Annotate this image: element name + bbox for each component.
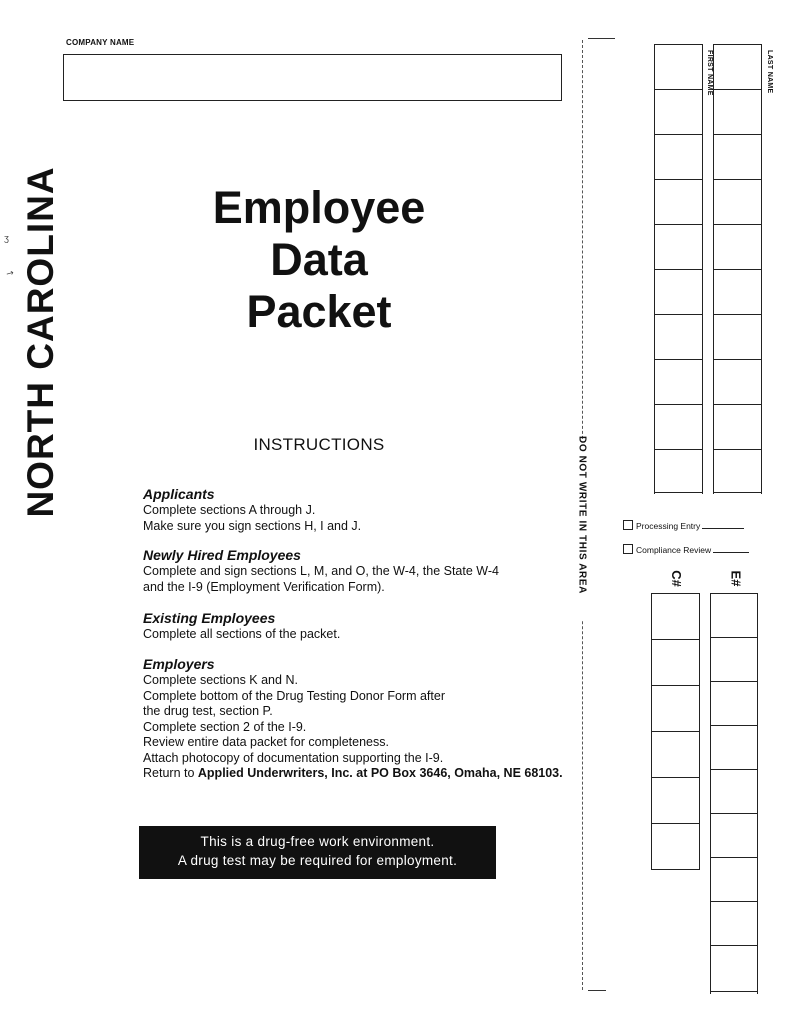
c-number-header: C# xyxy=(668,570,684,587)
return-address: Applied Underwriters, Inc. at PO Box 3646, Omaha, NE 68103. xyxy=(197,766,563,780)
checkbox-label: Compliance Review xyxy=(636,545,712,555)
drug-free-notice xyxy=(139,826,496,879)
e-number-cell[interactable] xyxy=(711,858,757,902)
c-number-cell[interactable] xyxy=(652,732,699,778)
e-number-cell[interactable] xyxy=(711,946,757,992)
e-number-cell[interactable] xyxy=(711,638,757,682)
section-line: Complete bottom of the Drug Testing Donor Form after xyxy=(143,688,445,703)
section-line: Attach photocopy of documentation supporting the I-9. xyxy=(143,750,444,765)
last-name-label: LAST NAME xyxy=(766,50,773,94)
e-number-cell[interactable] xyxy=(711,902,757,946)
return-line xyxy=(143,766,583,782)
last-name-cell[interactable] xyxy=(714,135,761,180)
page-title xyxy=(150,182,488,338)
first-name-cell[interactable] xyxy=(655,315,702,360)
first-name-cell[interactable] xyxy=(655,90,702,135)
first-name-cell[interactable] xyxy=(655,405,702,450)
section-line: and the I-9 (Employment Verification Form). xyxy=(143,579,385,594)
section-line: Complete section 2 of the I-9. xyxy=(143,719,307,734)
section-heading: Employers xyxy=(143,656,215,672)
first-name-cell[interactable] xyxy=(655,45,702,90)
section-line: Complete all sections of the packet. xyxy=(143,627,341,641)
compliance-review-checkbox[interactable] xyxy=(623,544,749,555)
c-number-cell[interactable] xyxy=(652,778,699,824)
initials-line[interactable] xyxy=(713,552,749,553)
e-number-cell[interactable] xyxy=(711,682,757,726)
section-applicants xyxy=(143,486,583,534)
e-number-cell[interactable] xyxy=(711,814,757,858)
last-name-cell[interactable] xyxy=(714,405,761,450)
c-number-cell[interactable] xyxy=(652,824,699,870)
section-line: Make sure you sign sections H, I and J. xyxy=(143,518,362,533)
c-number-cell[interactable] xyxy=(652,594,699,640)
first-name-cell[interactable] xyxy=(655,180,702,225)
strip-corner-top xyxy=(588,38,615,39)
c-number-cell[interactable] xyxy=(652,686,699,732)
last-name-cell[interactable] xyxy=(714,360,761,405)
section-employers xyxy=(143,656,583,782)
first-name-cell[interactable] xyxy=(655,360,702,405)
section-heading: Existing Employees xyxy=(143,610,276,626)
checkbox-label: Processing Entry xyxy=(636,521,701,531)
first-name-cell[interactable] xyxy=(655,270,702,315)
first-name-label: FIRST NAME xyxy=(706,50,713,96)
checkbox-box[interactable] xyxy=(623,544,633,554)
title-line: Employee xyxy=(212,182,426,233)
last-name-cell[interactable] xyxy=(714,180,761,225)
last-name-cell[interactable] xyxy=(714,270,761,315)
strip-corner-bottom xyxy=(588,990,606,991)
return-prefix: Return to xyxy=(143,766,198,780)
section-newly-hired xyxy=(143,547,583,595)
e-number-cell[interactable] xyxy=(711,770,757,814)
section-line: the drug test, section P. xyxy=(143,704,273,718)
company-name-field[interactable] xyxy=(63,54,562,101)
last-name-cell[interactable] xyxy=(714,45,761,90)
initials-line[interactable] xyxy=(702,528,744,529)
e-number-column[interactable] xyxy=(710,593,758,994)
e-number-header: E# xyxy=(728,570,744,587)
do-not-write-text: DO NOT WRITE IN THIS AREA xyxy=(576,436,588,594)
state-name: NORTH CAROLINA xyxy=(20,166,61,518)
margin-mark: ʒ xyxy=(4,233,9,243)
e-number-cell[interactable] xyxy=(711,726,757,770)
c-number-column[interactable] xyxy=(651,593,700,870)
section-heading: Newly Hired Employees xyxy=(143,547,301,563)
section-heading: Applicants xyxy=(143,486,215,502)
first-name-cell[interactable] xyxy=(655,450,702,493)
section-existing xyxy=(143,610,583,643)
first-name-cell[interactable] xyxy=(655,135,702,180)
checkbox-box[interactable] xyxy=(623,520,633,530)
title-line: Packet xyxy=(246,286,392,337)
first-name-column[interactable] xyxy=(654,44,703,494)
c-number-cell[interactable] xyxy=(652,640,699,686)
last-name-cell[interactable] xyxy=(714,225,761,270)
section-line: Review entire data packet for completeness. xyxy=(143,735,389,749)
last-name-cell[interactable] xyxy=(714,450,761,493)
processing-entry-checkbox[interactable] xyxy=(623,520,744,531)
section-line: Complete sections A through J. xyxy=(143,503,316,517)
company-name-label: COMPANY NAME xyxy=(66,38,135,47)
last-name-cell[interactable] xyxy=(714,90,761,135)
last-name-column[interactable] xyxy=(713,44,762,494)
margin-mark: ↗ xyxy=(4,266,16,280)
first-name-cell[interactable] xyxy=(655,225,702,270)
instructions-heading: INSTRUCTIONS xyxy=(253,435,385,454)
last-name-cell[interactable] xyxy=(714,315,761,360)
notice-line: A drug test may be required for employment. xyxy=(177,853,458,868)
e-number-cell[interactable] xyxy=(711,594,757,638)
section-line: Complete and sign sections L, M, and O, the W-4, the State W-4 xyxy=(143,564,499,578)
notice-line: This is a drug-free work environment. xyxy=(200,834,435,849)
title-line: Data xyxy=(270,234,368,285)
section-line: Complete sections K and N. xyxy=(143,673,298,687)
state-name-banner xyxy=(0,0,80,1024)
